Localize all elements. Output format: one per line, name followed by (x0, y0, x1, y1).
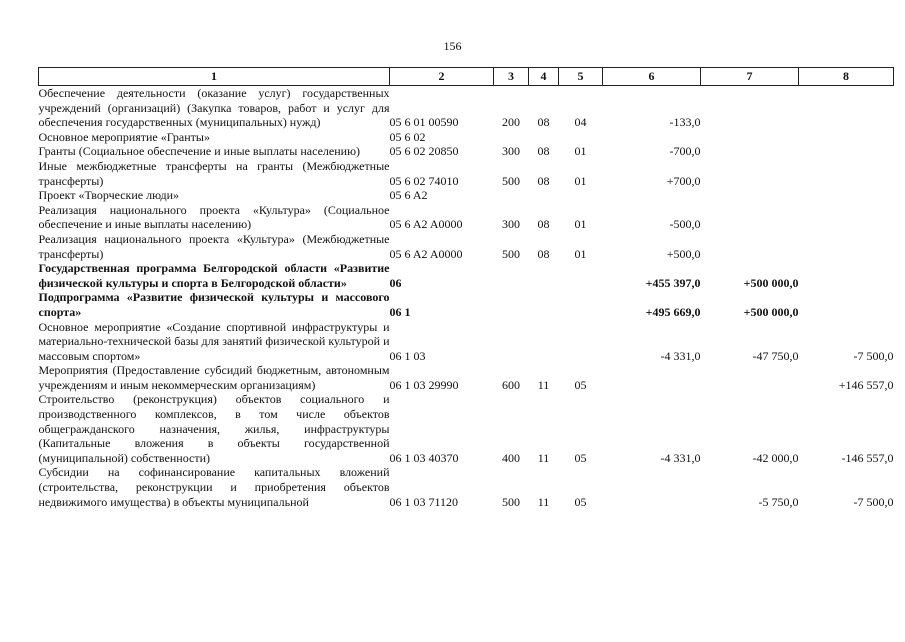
table-row (39, 363, 894, 392)
row-sum-col6: -133,0 (669, 115, 701, 130)
row-subsection: 04 (574, 115, 587, 130)
row-expense-type (494, 290, 529, 319)
row-subsection: 05 (574, 377, 587, 392)
row-section: 08 (537, 144, 550, 159)
row-sum-col7 (701, 86, 799, 130)
row-subsection: 05 (574, 450, 587, 465)
column-header: 8 (799, 68, 894, 86)
row-sum-col7 (701, 159, 799, 188)
row-expense-type: 500 (502, 494, 520, 509)
row-expense-type: 200 (502, 115, 520, 130)
row-subsection (559, 188, 603, 203)
row-sum-col7 (701, 232, 799, 261)
column-header: 4 (529, 68, 559, 86)
row-sum-col8: -7 500,0 (853, 494, 894, 509)
row-code: 05 6 02 (389, 129, 426, 144)
row-expense-type: 300 (502, 144, 520, 159)
table-row (39, 465, 894, 509)
row-section (529, 290, 559, 319)
row-sum-col7 (701, 144, 799, 159)
row-subsection (559, 290, 603, 319)
row-code: 05 6 A2 (389, 188, 428, 203)
row-name: Гранты (Социальное обеспечение и иные выплаты населению) (38, 144, 361, 159)
row-sum-col7 (701, 363, 799, 392)
row-name: Подпрограмма «Развитие физической культуры и массового спорта» (38, 290, 390, 319)
row-subsection: 05 (574, 494, 587, 509)
row-sum-col6: -4 331,0 (660, 348, 701, 363)
row-code: 05 6 A2 A0000 (389, 246, 463, 261)
row-sum-col6 (603, 130, 701, 145)
row-sum-col7: -5 750,0 (758, 494, 799, 509)
column-header: 3 (494, 68, 529, 86)
table-row (39, 188, 894, 203)
row-sum-col8: -7 500,0 (853, 348, 894, 363)
row-subsection: 01 (574, 144, 587, 159)
row-name: Государственная программа Белгородской области «Развитие физической культуры и спорта в Белгородской области» (38, 261, 390, 290)
table-row (39, 290, 894, 319)
budget-table (38, 67, 894, 509)
row-section: 11 (537, 494, 550, 509)
row-expense-type: 500 (502, 173, 520, 188)
row-subsection (559, 261, 603, 290)
row-sum-col6: +500,0 (666, 246, 701, 261)
row-code: 05 6 01 00590 (389, 115, 459, 130)
row-sum-col8: +146 557,0 (838, 377, 894, 392)
row-subsection (559, 130, 603, 145)
row-name: Иные межбюджетные трансферты на гранты (Межбюджетные трансферты) (38, 158, 390, 188)
row-section: 11 (537, 377, 550, 392)
row-sum-col8: -146 557,0 (841, 450, 894, 465)
column-header: 5 (559, 68, 603, 86)
column-header: 6 (603, 68, 701, 86)
table-row (39, 392, 894, 465)
row-sum-col6: -500,0 (669, 217, 701, 232)
row-expense-type (494, 320, 529, 364)
table-row (39, 144, 894, 159)
row-expense-type: 300 (502, 217, 520, 232)
table-row (39, 203, 894, 232)
row-sum-col7 (701, 188, 799, 203)
row-name: Мероприятия (Предоставление субсидий бюджетным, автономным учреждениям и иным некоммерческим организациям) (38, 363, 390, 392)
row-sum-col8 (799, 86, 894, 130)
row-sum-col6: +455 397,0 (645, 275, 701, 290)
row-code: 05 6 02 74010 (389, 173, 459, 188)
row-sum-col7: -47 750,0 (752, 348, 799, 363)
row-sum-col6: -700,0 (669, 144, 701, 159)
table-body (39, 86, 894, 510)
row-sum-col6 (603, 363, 701, 392)
row-sum-col6: +495 669,0 (645, 304, 701, 319)
row-sum-col7: +500 000,0 (743, 275, 799, 290)
row-name: Обеспечение деятельности (оказание услуг) государственных учреждений (организаций) (Закупка товаров, работ и услуг для обеспечения государственных (муниципальных) нужд) (38, 86, 390, 130)
row-sum-col7 (701, 130, 799, 145)
row-subsection: 01 (574, 173, 587, 188)
column-header: 7 (701, 68, 799, 86)
page-number: 156 (443, 39, 462, 53)
row-expense-type (494, 188, 529, 203)
table-row (39, 232, 894, 261)
row-section: 08 (537, 115, 550, 130)
row-sum-col6: +700,0 (666, 173, 701, 188)
row-expense-type: 600 (502, 377, 520, 392)
row-sum-col6 (603, 465, 701, 509)
row-name: Основное мероприятие «Гранты» (38, 129, 210, 144)
row-section: 11 (537, 450, 550, 465)
row-section: 08 (537, 173, 550, 188)
header-row (39, 68, 894, 86)
row-sum-col8 (799, 188, 894, 203)
table-row (39, 320, 894, 364)
row-code: 06 1 03 29990 (389, 377, 459, 392)
row-expense-type (494, 130, 529, 145)
row-sum-col8 (799, 232, 894, 261)
row-section: 08 (537, 217, 550, 232)
row-code: 06 (389, 275, 402, 290)
column-header: 1 (39, 68, 390, 86)
row-section: 08 (537, 246, 550, 261)
row-code: 06 1 03 40370 (389, 450, 459, 465)
row-code: 05 6 02 20850 (389, 144, 459, 159)
row-sum-col8 (799, 144, 894, 159)
row-sum-col7 (701, 203, 799, 232)
row-code: 06 1 03 (389, 348, 426, 363)
row-expense-type: 400 (502, 450, 520, 465)
row-name: Проект «Творческие люди» (38, 188, 180, 203)
row-sum-col7: -42 000,0 (752, 450, 799, 465)
column-header: 2 (390, 68, 494, 86)
row-name: Реализация национального проекта «Культура» (Межбюджетные трансферты) (38, 231, 390, 261)
row-sum-col8 (799, 159, 894, 188)
row-expense-type (494, 261, 529, 290)
table-row (39, 130, 894, 145)
row-name: Строительство (реконструкция) объектов социального и производственного комплексов, в том числе объектов общегражданского назначения, жилья, инфраструктуры (Капитальные вложения в объекты государственной (муниципальной) собственности) (38, 392, 390, 465)
table-row (39, 86, 894, 130)
row-code: 06 1 03 71120 (389, 494, 459, 509)
row-section (529, 130, 559, 145)
row-section (529, 320, 559, 364)
row-sum-col6: -4 331,0 (660, 450, 701, 465)
table-row (39, 261, 894, 290)
row-sum-col8 (799, 290, 894, 319)
table-row (39, 159, 894, 188)
budget-sheet (38, 67, 893, 642)
row-code: 06 1 (389, 304, 411, 319)
row-sum-col6 (603, 188, 701, 203)
row-subsection: 01 (574, 246, 587, 261)
row-name: Основное мероприятие «Создание спортивной инфраструктуры и материально-технической базы для занятий физической культурой и массовым спортом» (38, 319, 390, 363)
row-section (529, 261, 559, 290)
row-expense-type: 500 (502, 246, 520, 261)
row-subsection: 01 (574, 217, 587, 232)
row-code: 05 6 A2 A0000 (389, 217, 463, 232)
row-name: Субсидии на софинансирование капитальных вложений (строительства, реконструкции и приобретения объектов недвижимого имущества) в объекты муниципальной (38, 465, 390, 509)
row-section (529, 188, 559, 203)
row-sum-col8 (799, 203, 894, 232)
row-name: Реализация национального проекта «Культура» (Социальное обеспечение и иные выплаты населению) (38, 202, 390, 232)
row-sum-col8 (799, 130, 894, 145)
row-subsection (559, 320, 603, 364)
row-sum-col8 (799, 261, 894, 290)
row-sum-col7: +500 000,0 (743, 304, 799, 319)
